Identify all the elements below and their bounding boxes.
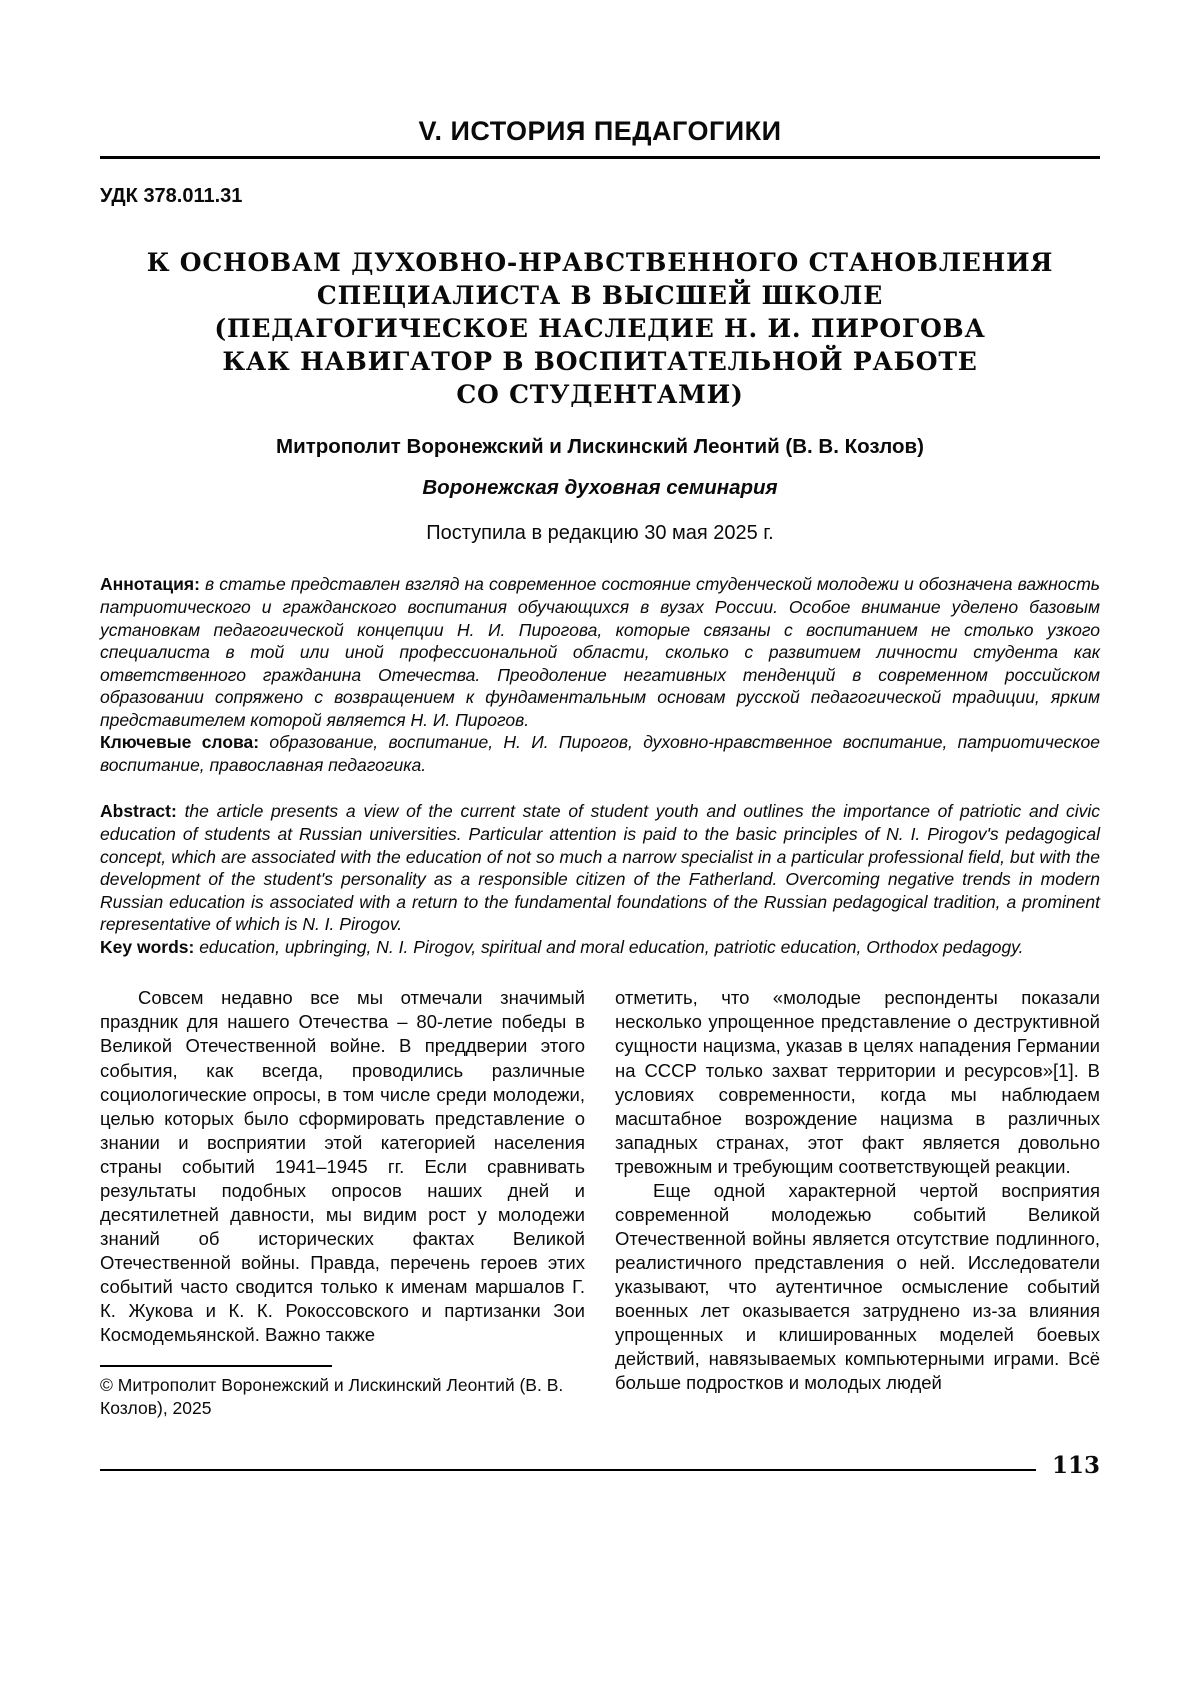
udc-code: УДК 378.011.31 [100, 185, 243, 208]
annotation-text: в статье представлен взгляд на современное состояние студенческой молодежи и обозначена важность патриотического и гражданского воспитания обучающихся в вузах России. Особое внимание уделено базовым установкам педагогической концепции Н. И. Пирогова, которые связаны с воспитанием не столько узкого специалиста в той или иной профессиональной области, сколько с развитием личности студента как ответственного гражданина Отечества. Преодоление негативных тенденций в современном российском образовании сопряжено с возвращением к фундаментальным основам русской педагогической традиции, ярким представителем которой является Н. И. Пирогов. [100, 574, 1100, 730]
body-paragraph: Совсем недавно все мы отмечали значимый праздник для нашего Отечества – 80-летие победы в Великой Отечественной войне. В преддверии этого события, как всегда, проводились различные социологические опросы, в том числе среди молодежи, целью которых было сформировать представление о знании и восприятии этой категорией населения страны событий 1941–1945 гг. Если сравнивать результаты подобных опросов наших дней и десятилетней давности, мы видим рост у молодежи знаний об исторических фактах Великой Отечественной войны. Правда, перечень героев этих событий часто сводится только к именам маршалов Г. К. Жукова и К. К. Рокоссовского и партизанки Зои Космодемьянской. Важно также [100, 987, 585, 1346]
annotation-label: Аннотация: [100, 574, 200, 595]
keywords-label: Ключевые слова: [100, 732, 260, 753]
right-column [615, 986, 1100, 1420]
copyright-text: © Митрополит Воронежский и Лискинский Леонтий (В. В. Козлов), 2025 [100, 1375, 564, 1419]
body-paragraph: отметить, что «молодые респонденты показали несколько упрощенное представление о деструктивной сущности нацизма, указав в целях нападения Германии на СССР только захват территории и ресурсов»[1]. В условиях современности, когда мы наблюдаем масштабное возрождение нацизма в различных западных странах, этот факт является довольно тревожным и требующим соответствующей реакции. [615, 987, 1100, 1177]
author-affiliation: Воронежская духовная семинария [422, 476, 778, 500]
article-title [100, 246, 1100, 411]
title-line: СО СТУДЕНТАМИ) [456, 380, 744, 410]
title-line: КАК НАВИГАТОР В ВОСПИТАТЕЛЬНОЙ РАБОТЕ [222, 347, 978, 377]
keywords-text: образование, воспитание, Н. И. Пирогов, духовно-нравственное воспитание, патриотическое воспитание, православная педагогика. [100, 732, 1100, 775]
key-words-paragraph [100, 936, 1100, 959]
abstract-text: the article presents a view of the current state of student youth and outlines the importance of patriotic and civic education of students at Russian universities. Particular attention is paid to the basic principles of N. I. Pirogov's pedagogical concept, which are associated with the education of not so much a narrow specialist in a particular professional field, but with the development of the student's personality as a responsible citizen of the Fatherland. Overcoming negative trends in modern Russian education is associated with a return to the fundamental foundations of the Russian pedagogical tradition, a prominent representative of which is N. I. Pirogov. [100, 801, 1100, 935]
body-paragraph: Еще одной характерной чертой восприятия современной молодежью событий Великой Отечественной войны является отсутствие подлинного, реалистичного представления о ней. Исследователи указывают, что аутентичное осмысление событий военных лет оказывается затруднено из-за влияния упрощенных и клишированных моделей боевых действий, навязываемых компьютерными играми. Всё больше подростков и молодых людей [615, 1179, 1100, 1394]
section-header: V. ИСТОРИЯ ПЕДАГОГИКИ [418, 116, 782, 146]
russian-abstract-block [100, 573, 1100, 776]
header-rule [100, 156, 1100, 159]
title-line: К ОСНОВАМ ДУХОВНО-НРАВСТВЕННОГО СТАНОВЛЕНИЯ [146, 248, 1054, 278]
key-words-text: education, upbringing, N. I. Pirogov, spiritual and moral education, patriotic education, Orthodox pedagogy. [199, 936, 1024, 957]
keywords-paragraph [100, 731, 1100, 776]
page-footer [100, 1452, 1100, 1479]
key-words-label: Key words: [100, 936, 195, 957]
copyright-footnote [100, 1365, 585, 1420]
abstract-label: Abstract: [100, 801, 177, 822]
received-date: Поступила в редакцию 30 мая 2025 г. [426, 522, 774, 545]
footnote-rule [100, 1365, 332, 1367]
english-abstract-block [100, 800, 1100, 958]
left-column [100, 986, 585, 1420]
annotation-paragraph [100, 573, 1100, 731]
title-line: (ПЕДАГОГИЧЕСКОЕ НАСЛЕДИЕ Н. И. ПИРОГОВА [214, 314, 986, 344]
page-number: 113 [1051, 1452, 1100, 1479]
body-columns [100, 986, 1100, 1420]
abstract-paragraph [100, 800, 1100, 935]
author-name: Митрополит Воронежский и Лискинский Леонтий (В. В. Козлов) [276, 435, 924, 459]
footer-rule [100, 1469, 1036, 1471]
title-line: СПЕЦИАЛИСТА В ВЫСШЕЙ ШКОЛЕ [316, 281, 884, 311]
